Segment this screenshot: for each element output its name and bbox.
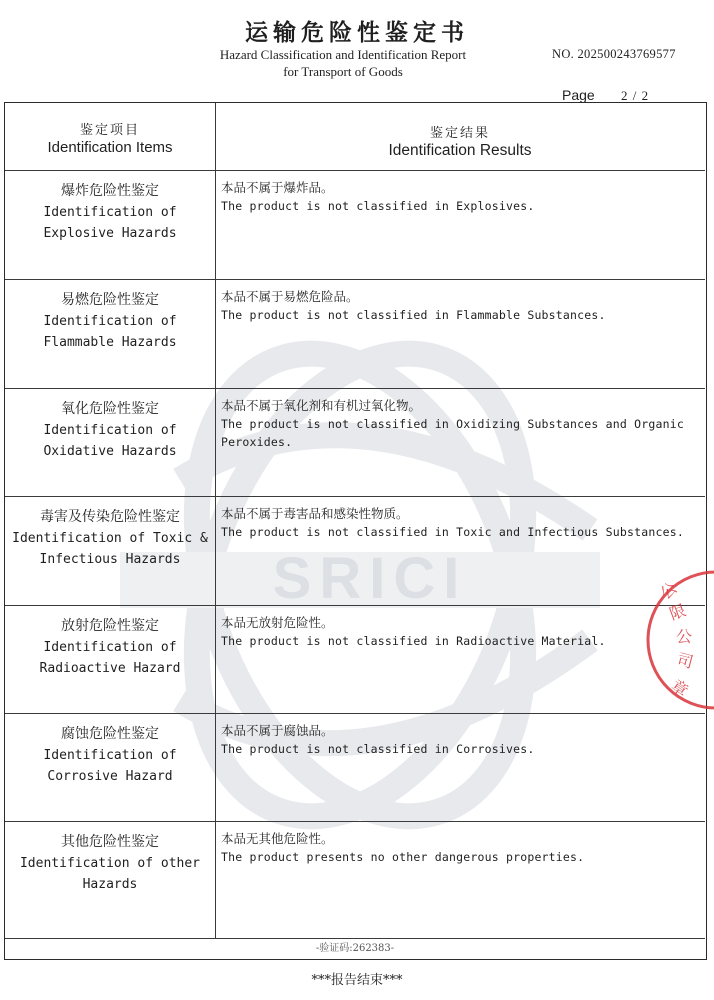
col-header-items xyxy=(5,119,215,156)
page-number: 2 / 2 xyxy=(621,88,650,103)
svg-text:限: 限 xyxy=(666,600,689,624)
result-text-en-line1: The product is not classified in Flammable Substances. xyxy=(221,308,606,322)
report-number: NO. 202500243769577 xyxy=(552,47,676,61)
item-cell xyxy=(5,181,215,244)
result-cell xyxy=(221,722,699,758)
item-name-cn: 其他危险性鉴定 xyxy=(61,834,159,850)
result-text-cn: 本品不属于爆炸品。 xyxy=(221,180,334,195)
item-name-cn: 毒害及传染危险性鉴定 xyxy=(40,509,180,525)
item-name-en-line1: Identification of xyxy=(43,640,177,655)
result-text-en-line2: Peroxides. xyxy=(221,435,293,449)
result-cell xyxy=(221,505,699,541)
company-seal-stamp xyxy=(636,560,714,720)
result-text-en-line1: The product presents no other dangerous properties. xyxy=(221,850,585,864)
result-text-en-line1: The product is not classified in Radioactive Material. xyxy=(221,634,606,648)
item-name-en-line1: Identification of xyxy=(43,748,177,763)
result-text-cn: 本品不属于氧化剂和有机过氧化物。 xyxy=(221,398,422,413)
item-name-cn: 腐蚀危险性鉴定 xyxy=(61,726,159,742)
result-text-cn: 本品无其他危险性。 xyxy=(221,831,334,846)
table-row xyxy=(5,714,705,822)
result-cell xyxy=(221,397,699,451)
report-title-en-line1: Hazard Classification and Identification Report xyxy=(219,47,467,62)
result-cell xyxy=(221,830,699,866)
item-name-en-line1: Identification of xyxy=(43,314,177,329)
item-cell xyxy=(5,290,215,353)
col-header-items-cn: 鉴定项目 xyxy=(79,123,140,138)
item-name-cn: 氧化危险性鉴定 xyxy=(61,401,159,417)
result-text-cn: 本品无放射危险性。 xyxy=(221,615,334,630)
result-text-en-line1: The product is not classified in Explosives. xyxy=(221,199,535,213)
result-cell xyxy=(221,179,699,215)
watermark-text: SRICI xyxy=(272,546,468,611)
table-row xyxy=(5,171,705,280)
table-row xyxy=(5,389,705,497)
result-text-en-line1: The product is not classified in Corrosives. xyxy=(221,742,535,756)
result-text-cn: 本品不属于易燃危险品。 xyxy=(221,289,359,304)
result-text-en-line1: The product is not classified in Toxic and Infectious Substances. xyxy=(221,525,685,539)
item-name-en-line1: Identification of xyxy=(43,205,177,220)
item-name-cn: 易燃危险性鉴定 xyxy=(61,292,159,308)
item-name-en-line1: Identification of other xyxy=(19,856,200,871)
result-cell xyxy=(221,614,699,650)
item-name-en-line1: Identification of xyxy=(43,423,177,438)
item-name-en-line2: Explosive Hazards xyxy=(43,226,177,241)
verification-code: -验证码:262383- xyxy=(315,943,395,954)
item-cell xyxy=(5,507,215,570)
col-header-results-en: Identification Results xyxy=(388,142,532,159)
page-label: Page xyxy=(562,87,595,103)
item-name-en-line2: Flammable Hazards xyxy=(43,335,177,350)
result-text-cn: 本品不属于毒害品和感染性物质。 xyxy=(221,506,409,521)
report-title-cn: 运输危险性鉴定书 xyxy=(245,19,469,46)
item-name-en-line2: Hazards xyxy=(82,877,138,892)
table-row xyxy=(5,606,705,714)
item-cell xyxy=(5,832,215,895)
svg-text:章: 章 xyxy=(667,675,692,701)
item-name-cn: 爆炸危险性鉴定 xyxy=(61,183,159,199)
item-name-en-line2: Radioactive Hazard xyxy=(39,661,181,676)
report-end-mark: ***报告结束*** xyxy=(311,973,403,988)
result-cell xyxy=(221,288,699,324)
svg-text:公: 公 xyxy=(676,627,693,646)
item-name-en-line2: Corrosive Hazard xyxy=(47,769,173,784)
result-text-cn: 本品不属于腐蚀品。 xyxy=(221,723,334,738)
col-header-items-en: Identification Items xyxy=(47,139,173,156)
col-header-results xyxy=(215,122,705,160)
identification-table xyxy=(4,102,707,960)
col-header-results-cn: 鉴定结果 xyxy=(429,126,490,141)
item-cell xyxy=(5,724,215,787)
table-row xyxy=(5,497,705,606)
item-name-en-line2: Oxidative Hazards xyxy=(43,444,177,459)
item-name-cn: 放射危险性鉴定 xyxy=(61,618,159,634)
item-cell xyxy=(5,399,215,462)
table-row xyxy=(5,822,705,939)
table-row xyxy=(5,280,705,389)
item-name-en-line1: Identification of Toxic & xyxy=(12,531,208,546)
item-cell xyxy=(5,616,215,679)
result-text-en-line1: The product is not classified in Oxidizing Substances and Organic xyxy=(221,417,685,431)
report-title-en-line2: for Transport of Goods xyxy=(283,64,403,79)
svg-text:公: 公 xyxy=(656,578,681,604)
svg-text:司: 司 xyxy=(674,649,696,673)
item-name-en-line2: Infectious Hazards xyxy=(39,552,181,567)
table-header-row xyxy=(5,103,705,171)
